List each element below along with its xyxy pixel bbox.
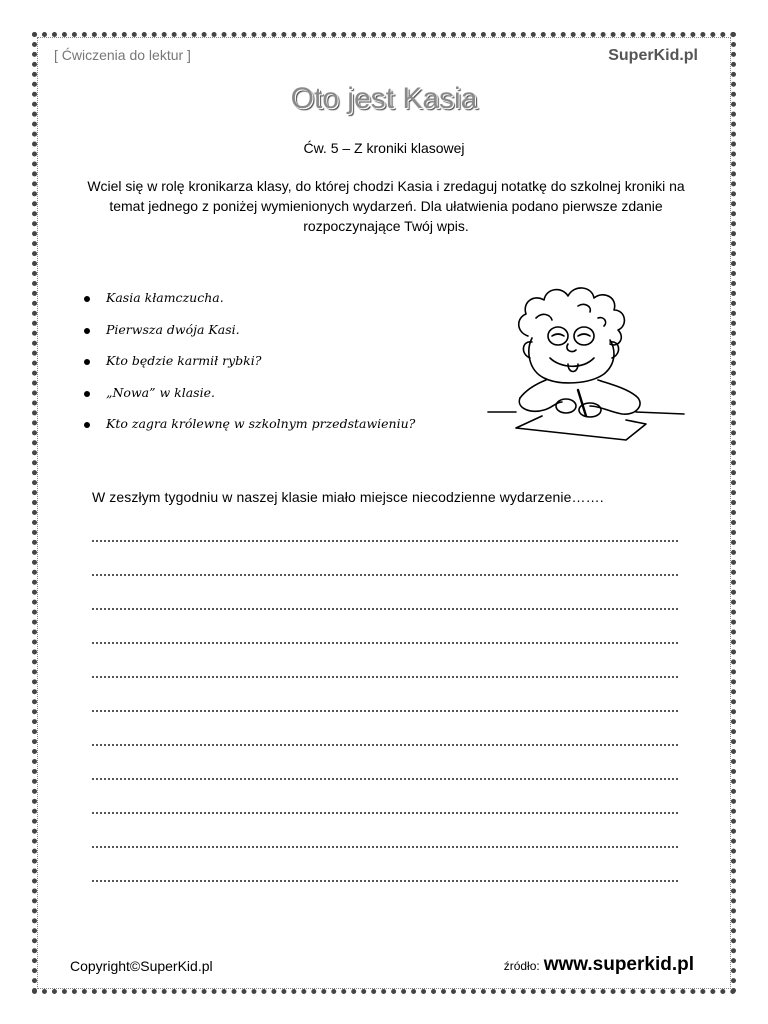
list-item [84,385,415,417]
topic-text: Kto zagra królewnę w szkolnym przedstawieniu? [106,416,416,431]
writing-line[interactable] [92,762,678,796]
writing-lines [92,524,678,898]
writing-line[interactable] [92,796,678,830]
list-item [84,353,415,385]
writing-line[interactable] [92,524,678,558]
list-item [84,322,415,354]
list-item [84,290,415,322]
writing-line[interactable] [92,592,678,626]
bullet-icon [84,422,90,428]
bullet-icon [84,359,90,365]
topic-text: Kasia kłamczucha. [106,290,224,305]
writing-child-illustration [486,278,686,446]
writing-line[interactable] [92,728,678,762]
bullet-icon [84,296,90,302]
bullet-icon [84,391,90,397]
bullet-icon [84,328,90,334]
writing-line[interactable] [92,694,678,728]
source-url[interactable]: www.superkid.pl [543,954,694,975]
writing-line[interactable] [92,558,678,592]
opening-sentence: W zeszłym tygodniu w naszej klasie miało miejsce niecodzienne wydarzenie……. [92,489,604,505]
exercise-title: Ćw. 5 – Z kroniki klasowej [303,140,465,156]
source-label: źródło: [503,959,540,973]
source [504,954,694,976]
topic-text: „Nowa” w klasie. [106,384,215,400]
topic-list [84,290,415,448]
topic-text: Kto będzie karmił rybki? [106,353,262,368]
brand-logo: SuperKid.pl [608,47,698,64]
topic-text: Pierwsza dwója Kasi. [106,321,240,337]
writing-line[interactable] [92,660,678,694]
copyright: Copyright©SuperKid.pl [70,958,213,974]
writing-line[interactable] [92,864,678,898]
writing-line[interactable] [92,830,678,864]
page-title: Oto jest Kasia [290,82,478,115]
instructions: Wciel się w rolę kronikarza klasy, do której chodzi Kasia i zredaguj notatkę do szkolnej kroniki na temat jednego z poniżej wymienionych wydarzeń. Dla ułatwienia podano pierwsze zdanie rozpoczynające Twój wpis. [87,178,685,234]
writing-line[interactable] [92,626,678,660]
list-item [84,416,415,448]
category-label: [ Ćwiczenia do lektur ] [54,47,191,63]
